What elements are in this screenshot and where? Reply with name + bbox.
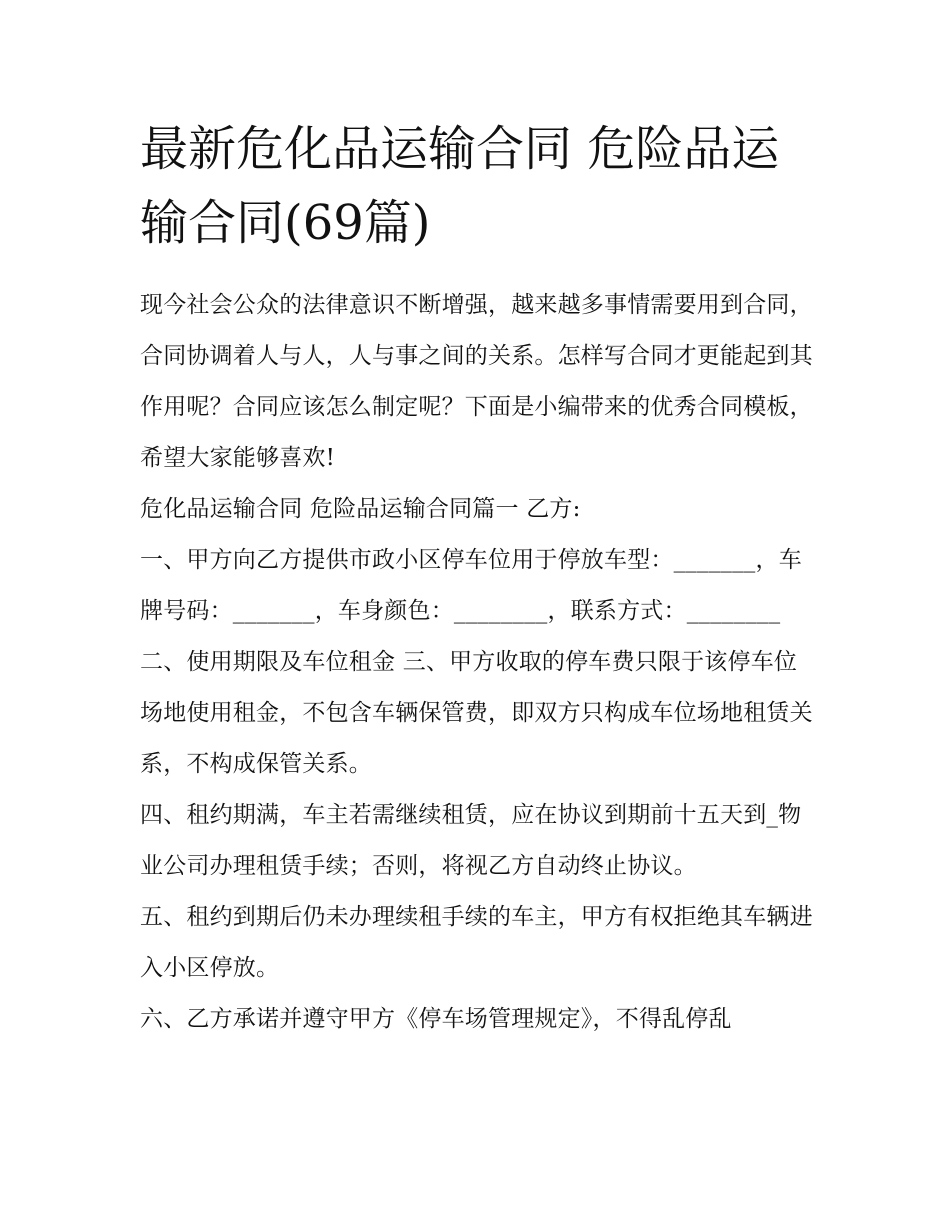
paragraph-clause-2-3: 二、使用期限及车位租金 三、甲方收取的停车费只限于该停车位场地使用租金，不包含车辆保管费，即双方只构成车位场地租赁关系，不构成保管关系。 <box>140 649 813 777</box>
paragraph-clause-6: 六、乙方承诺并遵守甲方《停车场管理规定》，不得乱停乱 <box>140 1006 732 1032</box>
paragraph-clause-1: 一、甲方向乙方提供市政小区停车位用于停放车型：_______，车牌号码：_______，车身颜色：________，联系方式：________ <box>140 547 802 624</box>
paragraph-intro: 现今社会公众的法律意识不断增强，越来越多事情需要用到合同，合同协调着人与人，人与事之间的关系。怎样写合同才更能起到其作用呢？合同应该怎么制定呢？下面是小编带来的优秀合同模板，希望大家能够喜欢! <box>140 292 813 471</box>
document-body <box>140 280 820 1045</box>
paragraph-clause-4: 四、租约期满，车主若需继续租赁，应在协议到期前十五天到_物业公司办理租赁手续；否则，将视乙方自动终止协议。 <box>140 802 802 879</box>
document-title: 最新危化品运输合同 危险品运输合同(69篇) <box>140 121 780 251</box>
document-page <box>140 112 820 1045</box>
paragraph-heading: 危化品运输合同 危险品运输合同篇一 乙方: <box>140 496 581 522</box>
paragraph-clause-5: 五、租约到期后仍未办理续租手续的车主，甲方有权拒绝其车辆进入小区停放。 <box>140 904 813 981</box>
